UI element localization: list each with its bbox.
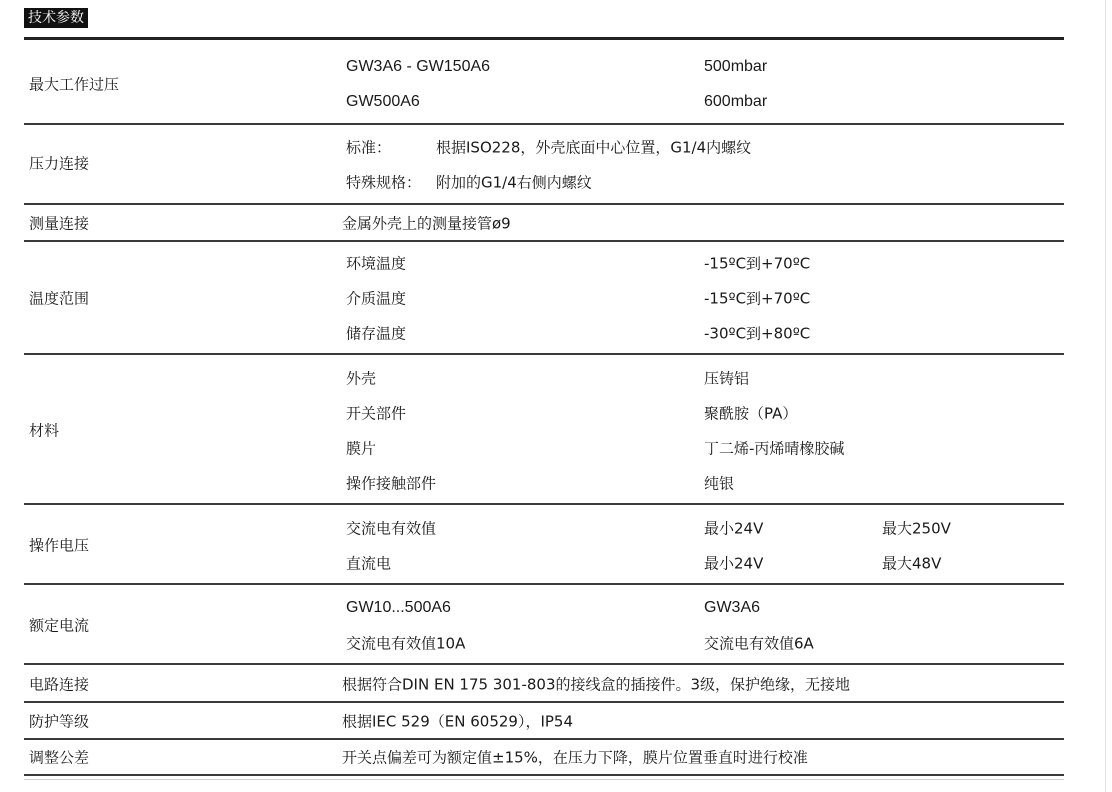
spec-value: 金属外壳上的测量接管ø9: [342, 214, 511, 233]
spec-row-protection: [24, 703, 1064, 740]
model-range: GW500A6: [346, 93, 420, 110]
section-title: 技术参数: [24, 8, 88, 28]
spec-key: 膜片: [346, 439, 377, 458]
row-label: 温度范围: [29, 289, 90, 308]
model-range: GW10...500A6: [346, 599, 451, 616]
model-range: GW3A6: [704, 599, 761, 616]
spec-min: 最小24V: [704, 519, 764, 538]
row-label: 测量连接: [29, 214, 90, 233]
spec-key: 操作接触部件: [346, 474, 437, 493]
spec-row-pressure-connection: [24, 125, 1064, 205]
spec-row-tolerance: [24, 740, 1064, 776]
spec-key: 外壳: [346, 369, 377, 388]
row-label: 调整公差: [29, 748, 90, 767]
spec-value: 根据符合DIN EN 175 301-803的接线盒的插接件。3级，保护绝缘，无接地: [342, 675, 851, 694]
row-label: 操作电压: [29, 536, 90, 555]
spec-min: 最小24V: [704, 554, 764, 573]
page-edge-line: [1105, 0, 1106, 792]
row-divider: [24, 774, 1064, 776]
row-label: 电路连接: [29, 675, 90, 694]
spec-value: -30ºC到+80ºC: [704, 324, 811, 343]
spec-max: 最大48V: [882, 554, 942, 573]
spec-key: 交流电有效值: [346, 519, 437, 538]
row-label: 最大工作过压: [29, 75, 120, 94]
section-header: [24, 8, 88, 28]
spec-row-current: [24, 585, 1064, 665]
spec-value: 交流电有效值10A: [346, 634, 466, 653]
row-label: 压力连接: [29, 154, 90, 173]
spec-row-max-pressure: [24, 40, 1064, 125]
spec-key: 标准：: [346, 138, 392, 157]
spec-value: 根据ISO228，外壳底面中心位置，G1/4内螺纹: [436, 138, 752, 157]
model-range: GW3A6 - GW150A6: [346, 58, 491, 75]
pressure-value: 500mbar: [704, 58, 768, 75]
spec-max: 最大250V: [882, 519, 951, 538]
spec-key: 直流电: [346, 554, 392, 573]
spec-key: 环境温度: [346, 254, 407, 273]
spec-key: 储存温度: [346, 324, 407, 343]
spec-row-temperature: [24, 242, 1064, 355]
spec-value: -15ºC到+70ºC: [704, 254, 811, 273]
row-label: 额定电流: [29, 616, 90, 635]
spec-key: 开关部件: [346, 404, 407, 423]
spec-value: 聚酰胺（PA）: [704, 404, 798, 423]
row-label: 防护等级: [29, 712, 90, 731]
spec-value: 根据IEC 529（EN 60529），IP54: [342, 712, 574, 731]
spec-value: 交流电有效值6A: [704, 634, 814, 653]
pressure-value: 600mbar: [704, 93, 768, 110]
table-bottom-line: [24, 779, 1064, 780]
spec-key: 介质温度: [346, 289, 407, 308]
spec-value: 附加的G1/4右侧内螺纹: [436, 173, 592, 192]
spec-row-voltage: [24, 505, 1064, 585]
spec-row-material: [24, 355, 1064, 505]
spec-row-circuit: [24, 665, 1064, 703]
spec-value: 开关点偏差可为额定值±15%，在压力下降，膜片位置垂直时进行校准: [342, 748, 808, 767]
spec-key: 特殊规格：: [346, 173, 422, 192]
spec-value: 压铸铝: [704, 369, 750, 388]
spec-value: 丁二烯-丙烯晴橡胶碱: [704, 439, 845, 458]
row-label: 材料: [29, 421, 60, 440]
spec-row-measure-connection: [24, 205, 1064, 242]
spec-value: -15ºC到+70ºC: [704, 289, 811, 308]
spec-value: 纯银: [704, 474, 735, 493]
